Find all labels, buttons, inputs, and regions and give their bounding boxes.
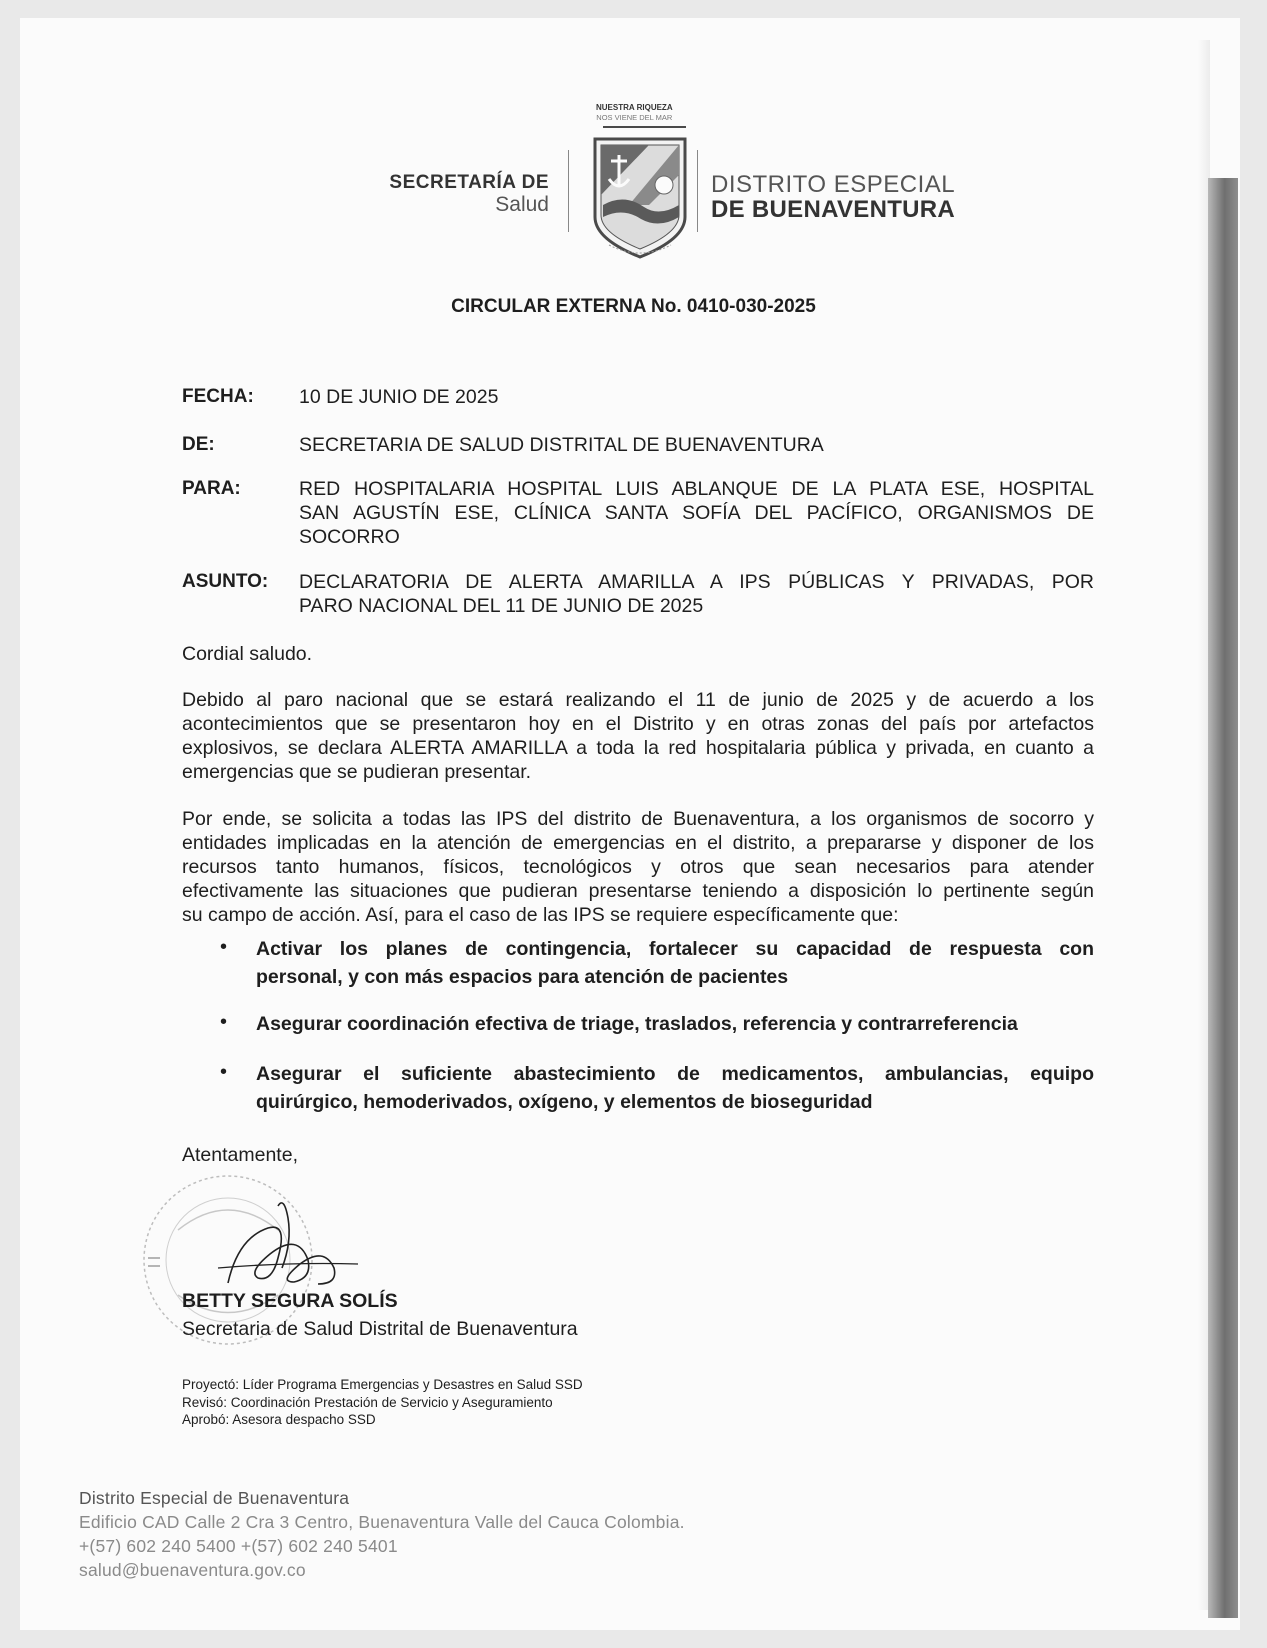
de-label: DE: [182,434,215,455]
bullet-line: Asegurar coordinación efectiva de triage, traslados, referencia y contrarreferencia [256,1013,1018,1035]
para-label: PARA: [182,478,241,499]
fecha-label: FECHA: [182,386,254,407]
footer-address: Edificio CAD Calle 2 Cra 3 Centro, Buenaventura Valle del Cauca Colombia. [79,1512,685,1532]
handwritten-signature [208,1198,368,1298]
closing: Atentamente, [182,1144,298,1166]
greeting: Cordial saludo. [182,643,313,665]
p1-line: emergencias que se pudieran presentar. [182,761,532,783]
para-line-2: SAN AGUSTÍN ESE, CLÍNICA SANTA SOFÍA DEL PACÍFICO, ORGANISMOS DE [299,502,1094,524]
circular-title: CIRCULAR EXTERNA No. 0410-030-2025 [451,296,816,317]
bullet-line: personal, y con más espacios para atención de pacientes [256,966,789,988]
coat-of-arms-icon [589,135,691,261]
fecha-value: 10 DE JUNIO DE 2025 [299,386,499,408]
distrito-line-1: DISTRITO ESPECIAL [711,171,956,198]
distrito-line-2: DE BUENAVENTURA [711,196,956,223]
paragraph-1 [182,688,1094,784]
para-line-1: RED HOSPITALARIA HOSPITAL LUIS ABLANQUE DE LA PLATA ESE, HOSPITAL [299,478,1094,500]
credit-reviso: Revisó: Coordinación Prestación de Servicio y Aseguramiento [182,1394,553,1410]
asunto-value [299,570,1094,618]
p2-line: su campo de acción. Así, para el caso de las IPS se requiere específicamente que: [182,904,899,926]
p1-line: explosivos, se declara ALERTA AMARILLA a toda la red hospitalaria pública y privada, en cuanto a [182,737,1094,759]
credit-aprobo: Aprobó: Asesora despacho SSD [182,1412,376,1427]
motto-line-1: NUESTRA RIQUEZA [596,103,673,112]
bullet-item-3 [256,1060,1094,1116]
document-credits [182,1376,583,1429]
p2-line: entidades implicadas en la atención de emergencias en el distrito, a prepararse y disponer de los [182,832,1094,854]
motto-divider [603,126,686,128]
p1-line: Debido al paro nacional que se estará realizando el 11 de junio de 2025 y de acuerdo a los [182,689,1094,711]
header-divider-right [697,150,698,232]
signer-name: BETTY SEGURA SOLÍS [182,1290,398,1312]
logo-motto [596,103,673,123]
p1-line: acontecimientos que se presentaron hoy en el Distrito y en otras zonas del país por artefactos [182,713,1094,735]
asunto-line-2: PARO NACIONAL DEL 11 DE JUNIO DE 2025 [299,595,704,617]
para-value [299,477,1094,549]
bullet-item-1 [256,935,1094,991]
para-line-3: SOCORRO [299,526,400,548]
secretaria-line-2: Salud [495,193,549,216]
footer [79,1486,685,1582]
footer-phones: +(57) 602 240 5400 +(57) 602 240 5401 [79,1536,398,1556]
p2-line: recursos tanto humanos, físicos, tecnológicos y otros que sean necesarios para atender [182,856,1094,878]
bullet-line: quirúrgico, hemoderivados, oxígeno, y elementos de bioseguridad [256,1091,873,1113]
credit-proyecto: Proyectó: Líder Programa Emergencias y Desastres en Salud SSD [182,1377,583,1392]
p2-line: efectivamente las situaciones que pudieran presentarse teniendo a disposición lo pertinente según [182,880,1094,902]
motto-line-2: NOS VIENE DEL MAR [596,113,673,122]
bullet-item-2 [256,1010,1094,1038]
footer-org: Distrito Especial de Buenaventura [79,1488,350,1508]
header-divider-left [568,150,569,232]
footer-email: salud@buenaventura.gov.co [79,1560,306,1580]
asunto-line-1: DECLARATORIA DE ALERTA AMARILLA A IPS PÚBLICAS Y PRIVADAS, POR [299,571,1094,593]
distrito-logo-text [711,171,955,224]
scan-edge [1208,178,1238,1618]
de-value: SECRETARIA DE SALUD DISTRITAL DE BUENAVENTURA [299,434,824,456]
secretaria-logo-text [389,172,549,217]
bullet-line: Activar los planes de contingencia, fortalecer su capacidad de respuesta con [256,938,1094,960]
paragraph-2 [182,807,1094,927]
signer-role: Secretaria de Salud Distrital de Buenaventura [182,1318,578,1340]
bullet-dot-icon: • [220,936,228,958]
asunto-label: ASUNTO: [182,571,269,592]
secretaria-line-1: SECRETARÍA DE [389,172,549,193]
p2-line: Por ende, se solicita a todas las IPS del distrito de Buenaventura, a los organismos de socorro y [182,808,1094,830]
bullet-dot-icon: • [220,1061,228,1083]
bullet-dot-icon: • [220,1011,228,1033]
bullet-line: Asegurar el suficiente abastecimiento de medicamentos, ambulancias, equipo [256,1063,1094,1085]
